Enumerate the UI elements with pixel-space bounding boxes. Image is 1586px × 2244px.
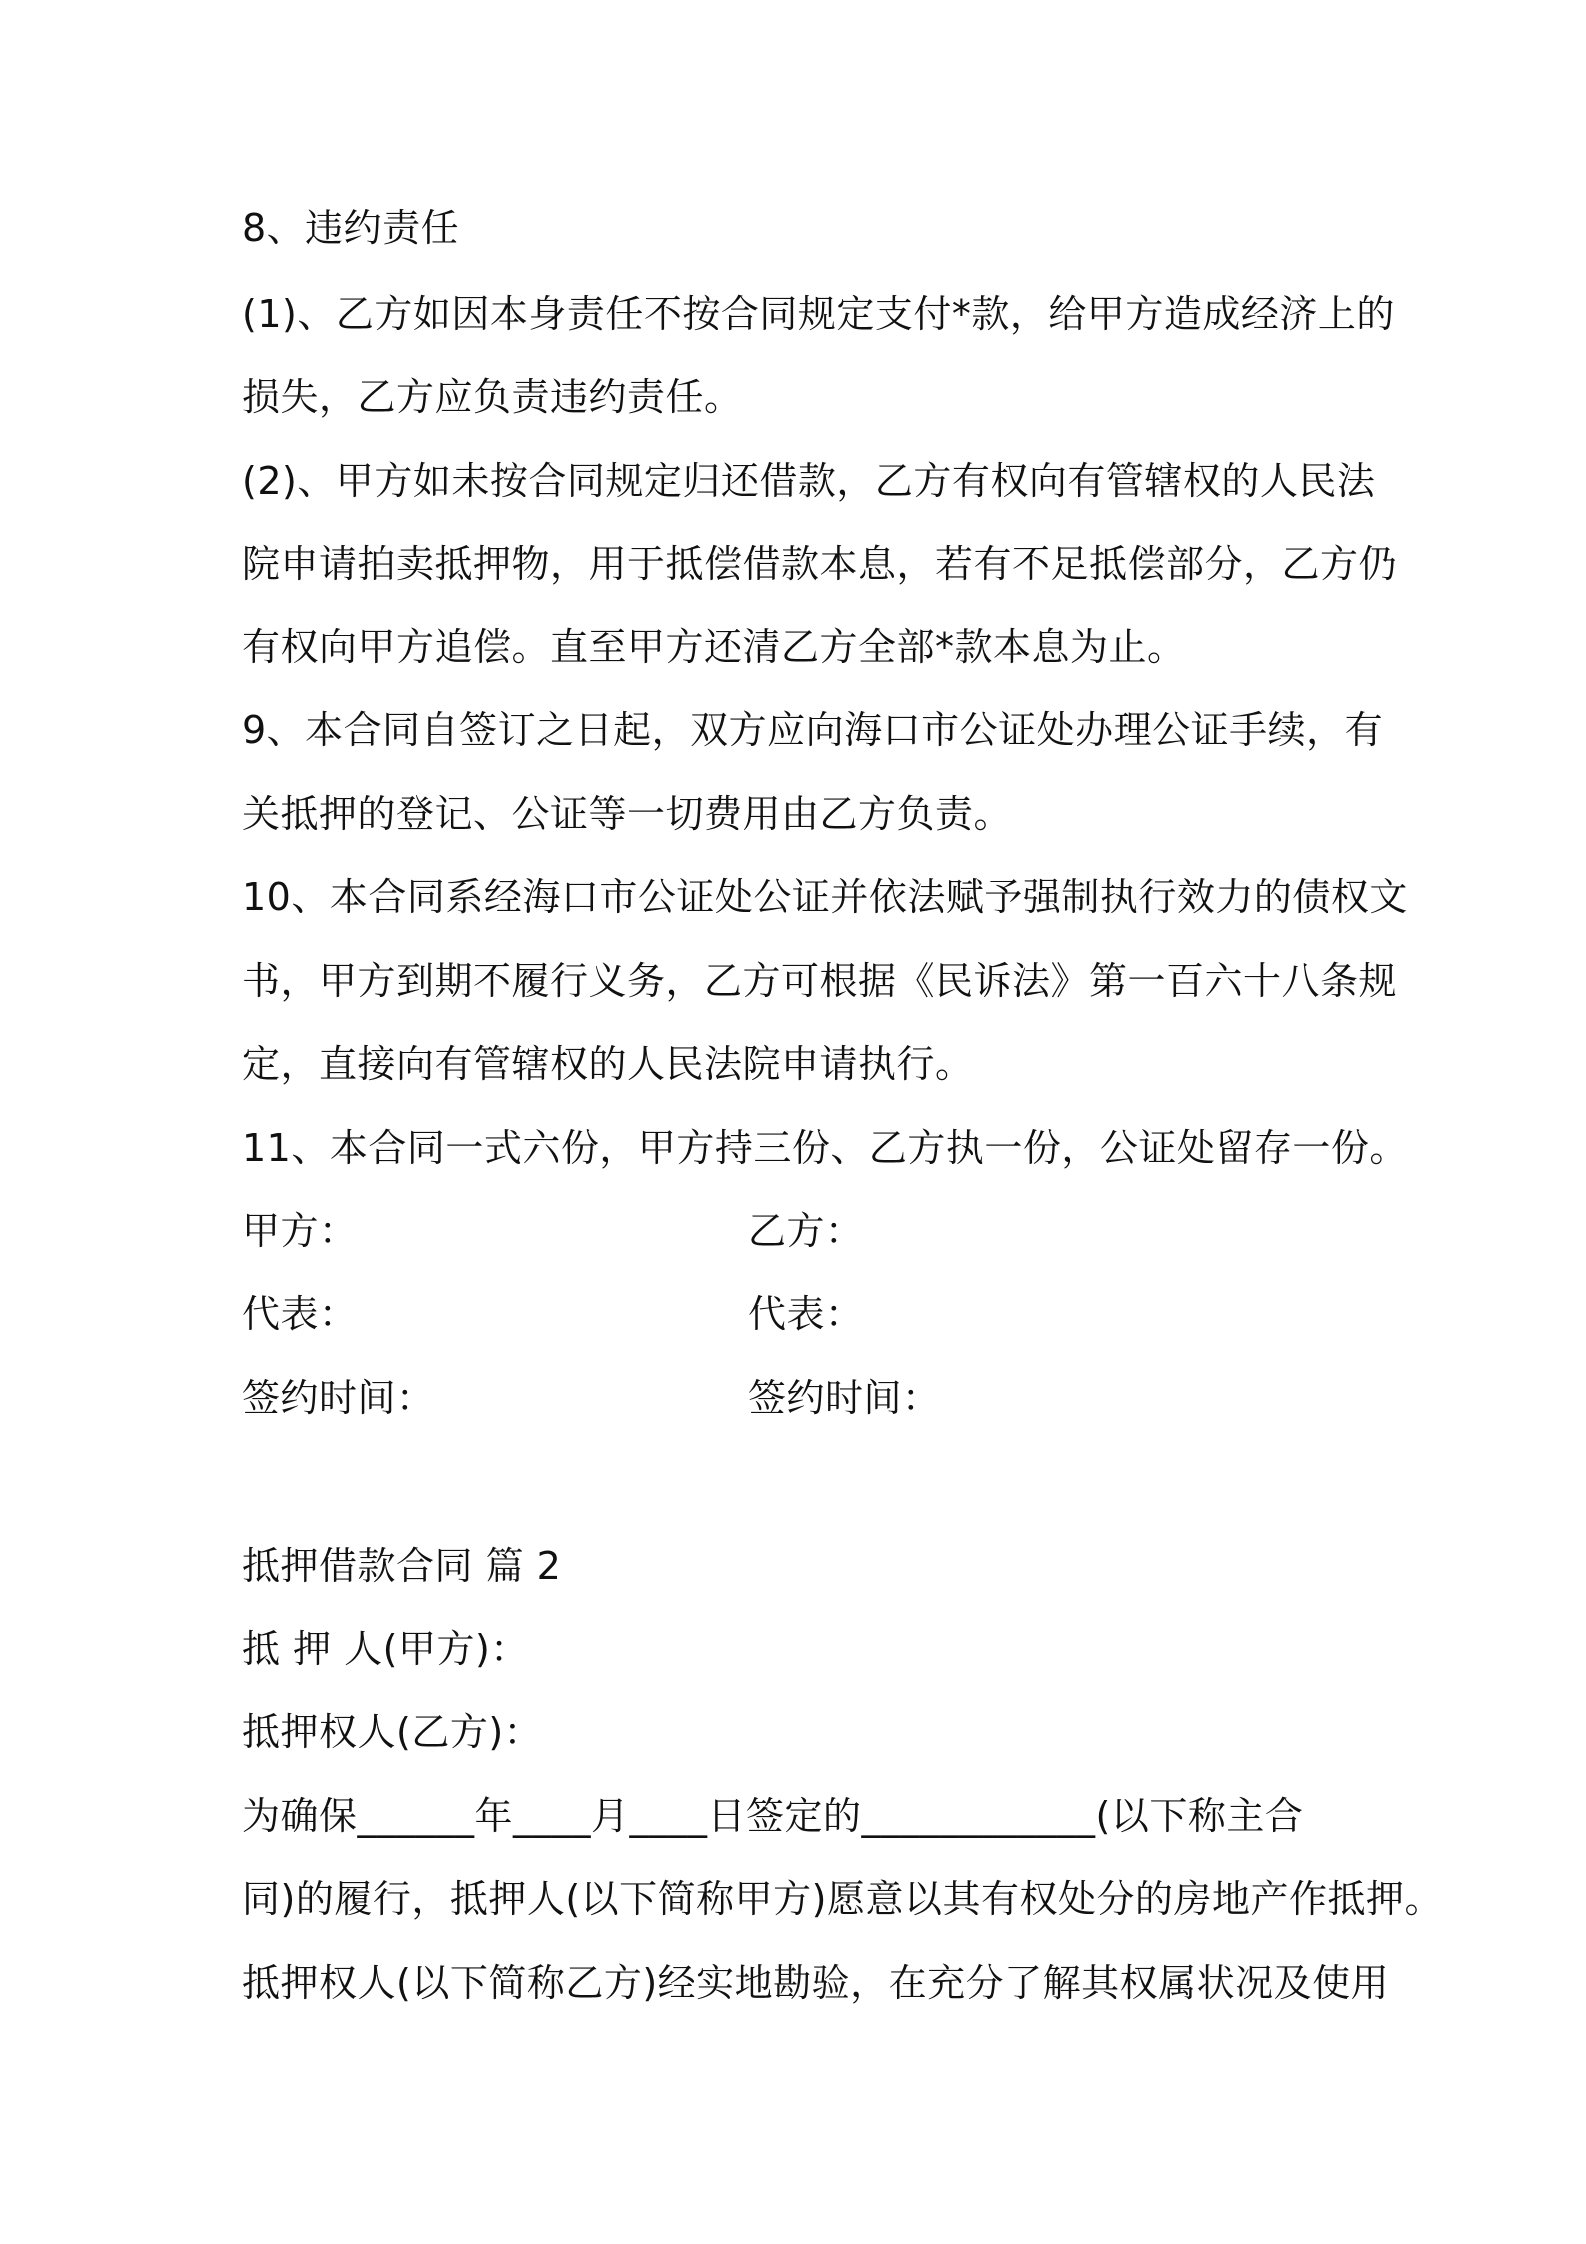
- intro-para-line-2: 同)的履行，抵押人(以下简称甲方)愿意以其有权处分的房地产作抵押。: [242, 1877, 1443, 1921]
- clause-2-line-2: 院申请拍卖抵押物，用于抵偿借款本息，若有不足抵偿部分，乙方仍: [242, 542, 1398, 586]
- clause-10-line-1: 10、本合同系经海口市公证处公证并依法赋予强制执行效力的债权文: [242, 875, 1408, 919]
- clause-2-line-3: 有权向甲方追偿。直至甲方还清乙方全部*款本息为止。: [242, 625, 1186, 669]
- signature-party-a: 甲方：: [242, 1209, 358, 1253]
- clause-9-line-1: 9、本合同自签订之日起，双方应向海口市公证处办理公证手续，有: [242, 708, 1384, 752]
- section-heading-breach: 8、违约责任: [242, 206, 460, 250]
- clause-9-line-2: 关抵押的登记、公证等一切费用由乙方负责。: [242, 792, 1013, 836]
- signature-rep-a: 代表：: [242, 1292, 358, 1336]
- signature-date-b: 签约时间：: [748, 1376, 941, 1420]
- clause-2-line-1: (2)、甲方如未按合同规定归还借款，乙方有权向有管辖权的人民法: [242, 459, 1376, 503]
- clause-1-line-2: 损失，乙方应负责违约责任。: [242, 375, 743, 419]
- clause-10-line-3: 定，直接向有管辖权的人民法院申请执行。: [242, 1042, 974, 1086]
- intro-para-line-3: 抵押权人(以下简称乙方)经实地勘验，在充分了解其权属状况及使用: [242, 1961, 1390, 2005]
- signature-rep-b: 代表：: [748, 1292, 864, 1336]
- intro-para-line-1: 为确保______年____月____日签定的____________(以下称主合: [242, 1794, 1304, 1838]
- mortgagor-label: 抵 押 人(甲方)：: [242, 1627, 529, 1671]
- mortgagee-label: 抵押权人(乙方)：: [242, 1710, 543, 1754]
- section-2-title: 抵押借款合同 篇 2: [242, 1544, 562, 1588]
- clause-1-line-1: (1)、乙方如因本身责任不按合同规定支付*款，给甲方造成经济上的: [242, 292, 1395, 336]
- signature-date-a: 签约时间：: [242, 1376, 435, 1420]
- signature-party-b: 乙方：: [748, 1209, 864, 1253]
- clause-10-line-2: 书，甲方到期不履行义务，乙方可根据《民诉法》第一百六十八条规: [242, 959, 1398, 1003]
- clause-11: 11、本合同一式六份，甲方持三份、乙方执一份，公证处留存一份。: [242, 1126, 1408, 1170]
